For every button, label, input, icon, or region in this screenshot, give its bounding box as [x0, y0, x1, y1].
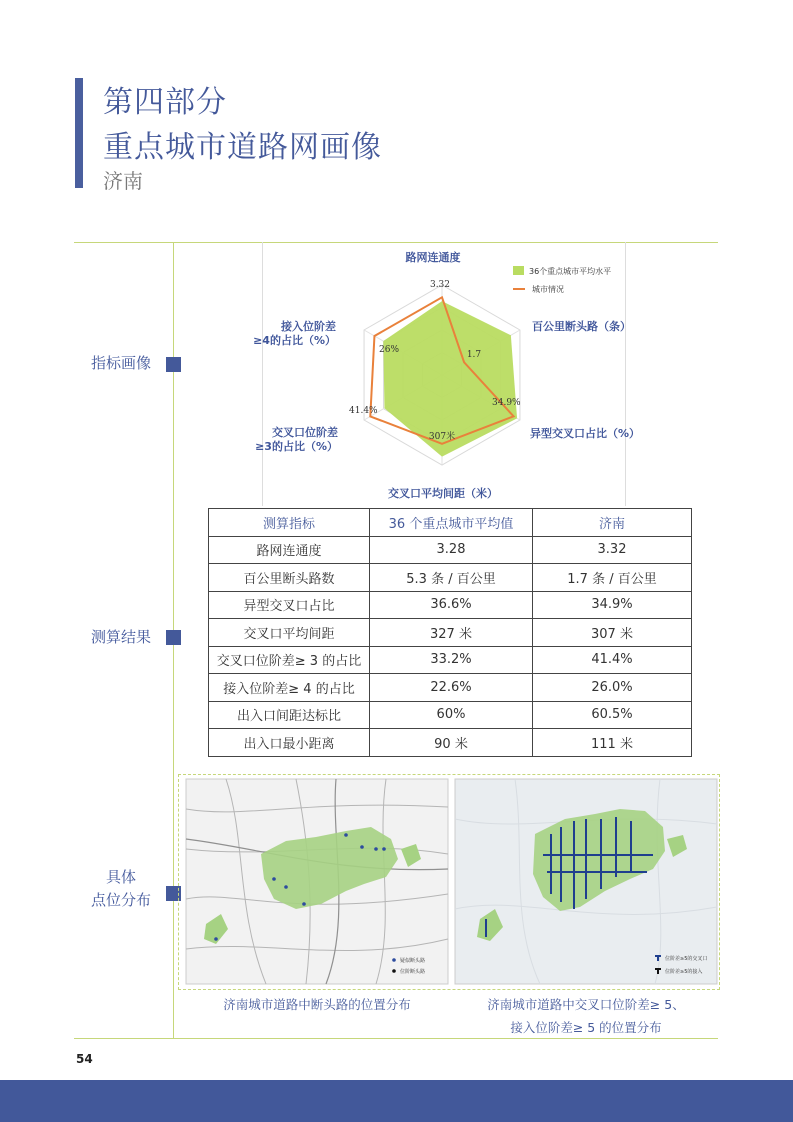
value-label-access4: 26%	[379, 345, 400, 355]
axis-label-grade3-line1: 交叉口位阶差	[272, 426, 338, 439]
table-header-row	[209, 509, 692, 537]
axis-label-irregular: 异型交叉口占比（%）	[530, 427, 641, 440]
value-label-grade3: 41.4%	[349, 406, 378, 416]
table-header: 济南	[533, 509, 692, 537]
map-caption-right-line1: 济南城市道路中交叉口位阶差≥ 5、	[487, 997, 685, 1012]
axis-label-spacing: 交叉口平均间距（米）	[388, 487, 498, 500]
grade-difference-map	[455, 779, 717, 984]
legend-marker	[392, 969, 396, 973]
section-label-indicator: 指标画像	[90, 354, 151, 372]
value-label-spacing: 307米	[428, 432, 456, 442]
table-row: 交叉口位阶差≥ 3 的占比 33.2% 41.4%	[209, 646, 692, 674]
dead-end-map	[186, 779, 448, 984]
section-label-distribution: 具体 点位分布	[90, 868, 151, 909]
table-header: 测算指标	[209, 509, 370, 537]
section-label-results: 测算结果	[90, 628, 151, 646]
page-number: 54	[76, 1052, 93, 1066]
map-caption-right-line2: 接入位阶差≥ 5 的位置分布	[510, 1020, 662, 1035]
axis-label-connectivity: 路网连通度	[405, 251, 461, 264]
section-marker	[166, 357, 181, 372]
title-accent-bar	[75, 78, 83, 188]
legend-label-city: 城市情况	[532, 285, 564, 294]
table-row: 接入位阶差≥ 4 的占比 22.6% 26.0%	[209, 674, 692, 702]
value-label-dead-end: 1.7	[466, 350, 482, 360]
table-row: 出入口最小距离 90 米 111 米	[209, 729, 692, 757]
bottom-divider	[74, 1038, 718, 1039]
axis-label-access4-line1: 接入位阶差	[281, 320, 336, 333]
value-label-connectivity: 3.32	[429, 280, 451, 290]
table-row: 百公里断头路数 5.3 条 / 百公里 1.7 条 / 百公里	[209, 564, 692, 592]
map-legend-label: 位阶差≥5的交叉口	[665, 956, 708, 962]
table-row: 异型交叉口占比 36.6% 34.9%	[209, 591, 692, 619]
legend-label-average: 36个重点城市平均水平	[529, 267, 612, 276]
legend-marker	[392, 958, 396, 962]
map-legend-label: 位阶断头路	[400, 969, 426, 975]
legend-swatch-average	[513, 266, 524, 275]
value-label-irregular: 34.9%	[492, 398, 521, 408]
table-row: 路网连通度 3.28 3.32	[209, 536, 692, 564]
page-title: 重点城市道路网画像	[103, 130, 382, 165]
map-legend-label: 疑似断头路	[400, 958, 426, 964]
axis-label-access4-line2: ≥4的占比（%）	[253, 334, 336, 347]
map-caption-left: 济南城市道路中断头路的位置分布	[223, 997, 411, 1012]
map-legend-label: 位阶差≥5的接入	[665, 969, 703, 975]
section-title: 第四部分	[103, 85, 227, 120]
axis-label-dead-end: 百公里断头路（条）	[532, 320, 631, 333]
table-row: 交叉口平均间距 327 米 307 米	[209, 619, 692, 647]
section-marker	[166, 630, 181, 645]
results-table	[208, 508, 692, 757]
footer-band	[0, 1080, 793, 1122]
table-header: 36 个重点城市平均值	[370, 509, 533, 537]
table-row: 出入口间距达标比 60% 60.5%	[209, 701, 692, 729]
city-subtitle: 济南	[103, 169, 143, 193]
radar-chart	[253, 242, 641, 506]
axis-label-grade3-line2: ≥3的占比（%）	[255, 440, 338, 453]
